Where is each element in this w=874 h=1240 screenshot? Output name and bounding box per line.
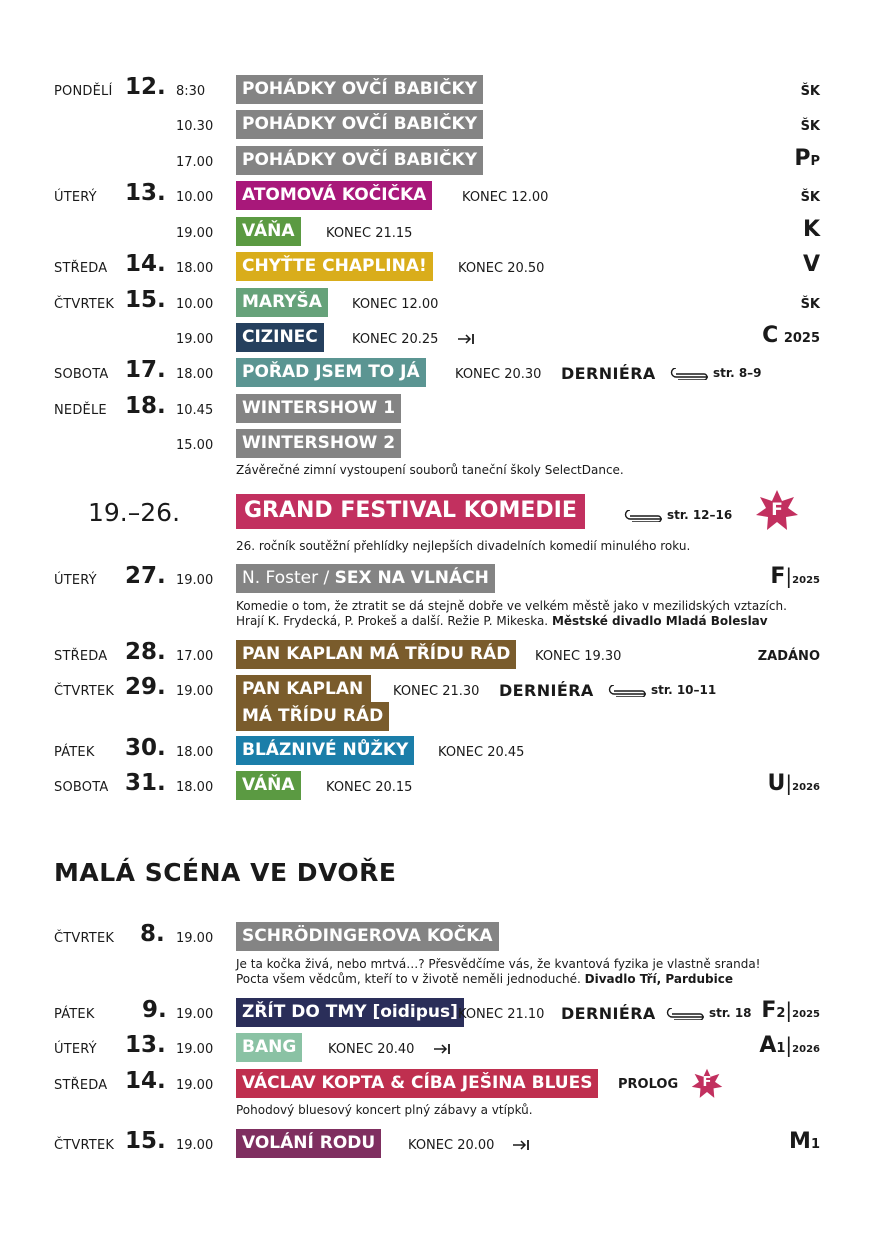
event-title[interactable]: POHÁDKY OVČÍ BABIČKY [236, 146, 483, 175]
page-reference[interactable]: str. 8–9 [670, 366, 762, 380]
paperclip-icon [624, 510, 664, 522]
weekday: ÚTERÝ [54, 1042, 97, 1057]
weekday: ÚTERÝ [54, 573, 97, 588]
weekday: ČTVRTEK [54, 297, 115, 312]
weekday: STŘEDA [54, 649, 108, 664]
page-reference[interactable]: str. 12–16 [624, 508, 732, 522]
end-time: KONEC 20.40 [328, 1042, 415, 1057]
date: 18. [125, 393, 166, 419]
date: 8. [140, 921, 165, 947]
date: 28. [125, 639, 166, 665]
event-title[interactable]: CHYŤTE CHAPLINA! [236, 252, 433, 281]
date: 30. [125, 735, 166, 761]
date: 29. [125, 674, 166, 700]
event-title[interactable]: SCHRÖDINGEROVA KOČKA [236, 922, 499, 951]
time: 19.00 [176, 573, 214, 588]
end-time: KONEC 19.30 [535, 649, 622, 664]
time: 19.00 [176, 332, 214, 347]
weekday: ČTVRTEK [54, 684, 115, 699]
weekday: ÚTERÝ [54, 190, 97, 205]
event-title[interactable]: VOLÁNÍ RODU [236, 1129, 381, 1158]
weekday: PÁTEK [54, 1007, 95, 1022]
date: 15. [125, 1128, 166, 1154]
time: 19.00 [176, 1078, 214, 1093]
festival-star-badge: F [691, 1068, 723, 1100]
subscription-code: ŠK [800, 119, 820, 134]
date: 9. [142, 997, 167, 1023]
subscription-code: F2|2025 [761, 998, 820, 1023]
event-title-line1[interactable]: PAN KAPLAN [236, 675, 371, 704]
time: 8:30 [176, 84, 206, 99]
weekday: STŘEDA [54, 261, 108, 276]
event-title[interactable]: POŘAD JSEM TO JÁ [236, 358, 426, 387]
page-reference[interactable]: str. 18 [666, 1006, 752, 1020]
festival-dates: 19.–26. [88, 498, 181, 527]
paperclip-icon [670, 368, 710, 380]
event-description: Pohodový bluesový koncert plný zábavy a vtípků. [236, 1103, 533, 1117]
time: 17.00 [176, 649, 214, 664]
date: 31. [125, 770, 166, 796]
date: 15. [125, 287, 166, 313]
page-reference[interactable]: str. 10–11 [608, 683, 716, 697]
subscription-code: M1 [789, 1129, 820, 1154]
prolog-label: PROLOG [618, 1077, 679, 1092]
time: 19.00 [176, 1007, 214, 1022]
weekday: ČTVRTEK [54, 931, 115, 946]
time: 19.00 [176, 226, 214, 241]
event-description: Je ta kočka živá, nebo mrtvá…? Přesvědčíme vás, že kvantová fyzika je vlastně sranda! Pocta všem vědcům, kteří to v životě neměli jednoduché. Divadlo Tří, Pardubice [236, 957, 761, 986]
festival-star-badge: F [755, 489, 799, 533]
time: 19.00 [176, 684, 214, 699]
event-title[interactable]: WINTERSHOW 2 [236, 429, 401, 458]
subscription-code: F|2025 [770, 564, 820, 589]
end-time: KONEC 20.25 [352, 332, 439, 347]
skip-end-icon [457, 333, 475, 345]
end-time: KONEC 12.00 [462, 190, 549, 205]
weekday: PÁTEK [54, 745, 95, 760]
event-title-line2[interactable]: MÁ TŘÍDU RÁD [236, 702, 389, 731]
weekday: STŘEDA [54, 1078, 108, 1093]
paperclip-icon [608, 685, 648, 697]
date: 14. [125, 1068, 166, 1094]
event-title[interactable]: CIZINEC [236, 323, 324, 352]
skip-end-icon [512, 1139, 530, 1151]
date: 14. [125, 251, 166, 277]
date: 13. [125, 180, 166, 206]
event-title[interactable]: PAN KAPLAN MÁ TŘÍDU RÁD [236, 640, 516, 669]
time: 18.00 [176, 745, 214, 760]
derniera-label: DERNIÉRA [561, 1004, 656, 1023]
skip-end-icon [433, 1043, 451, 1055]
date: 13. [125, 1032, 166, 1058]
date: 17. [125, 357, 166, 383]
subscription-code: ŠK [800, 190, 820, 205]
time: 19.00 [176, 931, 214, 946]
end-time: KONEC 12.00 [352, 297, 439, 312]
weekday: SOBOTA [54, 367, 109, 382]
weekday: PONDĚLÍ [54, 84, 113, 99]
time: 10.30 [176, 119, 214, 134]
event-title[interactable]: POHÁDKY OVČÍ BABIČKY [236, 75, 483, 104]
event-title[interactable]: ZŘÍT DO TMY [oidipus] [236, 998, 464, 1027]
time: 18.00 [176, 780, 214, 795]
subscription-code: A1|2026 [759, 1033, 820, 1058]
time: 18.00 [176, 261, 214, 276]
subscription-code: ŠK [800, 297, 820, 312]
event-title[interactable]: VÁŇA [236, 771, 301, 800]
end-time: KONEC 20.30 [455, 367, 542, 382]
time: 18.00 [176, 367, 214, 382]
subscription-code: U|2026 [767, 771, 820, 796]
event-title[interactable]: POHÁDKY OVČÍ BABIČKY [236, 110, 483, 139]
date: 27. [125, 563, 166, 589]
weekday: SOBOTA [54, 780, 109, 795]
end-time: KONEC 20.50 [458, 261, 545, 276]
event-title[interactable]: WINTERSHOW 1 [236, 394, 401, 423]
event-title[interactable]: VÁŇA [236, 217, 301, 246]
derniera-label: DERNIÉRA [499, 681, 594, 700]
end-time: KONEC 21.15 [326, 226, 413, 241]
end-time: KONEC 20.15 [326, 780, 413, 795]
event-title[interactable]: BLÁZNIVÉ NŮŽKY [236, 736, 414, 765]
time: 10.45 [176, 403, 214, 418]
time: 19.00 [176, 1138, 214, 1153]
weekday: ČTVRTEK [54, 1138, 115, 1153]
section-heading: MALÁ SCÉNA VE DVOŘE [54, 858, 397, 887]
status-label: ZADÁNO [757, 649, 820, 664]
subscription-code: K [802, 217, 820, 242]
time: 10.00 [176, 190, 214, 205]
end-time: KONEC 20.00 [408, 1138, 495, 1153]
paperclip-icon [666, 1008, 706, 1020]
time: 17.00 [176, 155, 214, 170]
event-title[interactable]: VÁCLAV KOPTA & CÍBA JEŠINA BLUES [236, 1069, 598, 1098]
subscription-code: PP [794, 146, 820, 171]
weekday: NEDĚLE [54, 403, 107, 418]
derniera-label: DERNIÉRA [561, 364, 656, 383]
event-title[interactable]: MARYŠA [236, 288, 328, 317]
event-title[interactable]: ATOMOVÁ KOČIČKA [236, 181, 432, 210]
date: 12. [125, 74, 166, 100]
event-title[interactable]: BANG [236, 1033, 302, 1062]
end-time: KONEC 21.30 [393, 684, 480, 699]
subscription-code: C 2025 [762, 323, 820, 348]
end-time: KONEC 20.45 [438, 745, 525, 760]
event-description: Závěrečné zimní vystoupení souborů taneční školy SelectDance. [236, 463, 624, 477]
time: 10.00 [176, 297, 214, 312]
end-time: KONEC 21.10 [458, 1007, 545, 1022]
subscription-code: ŠK [800, 84, 820, 99]
subscription-code: V [802, 252, 820, 277]
festival-title[interactable]: GRAND FESTIVAL KOMEDIE [236, 494, 585, 529]
event-description: Komedie o tom, že ztratit se dá stejně dobře ve velkém městě jako v mezilidských vztazích. Hrají K. Frydecká, P. Prokeš a další. Režie P. Mikeska. Městské divadlo Mladá Boleslav [236, 599, 787, 628]
festival-description: 26. ročník soutěžní přehlídky nejlepších divadelních komedií minulého roku. [236, 539, 691, 553]
time: 19.00 [176, 1042, 214, 1057]
event-title[interactable]: N. Foster / SEX NA VLNÁCH [236, 564, 495, 593]
time: 15.00 [176, 438, 214, 453]
